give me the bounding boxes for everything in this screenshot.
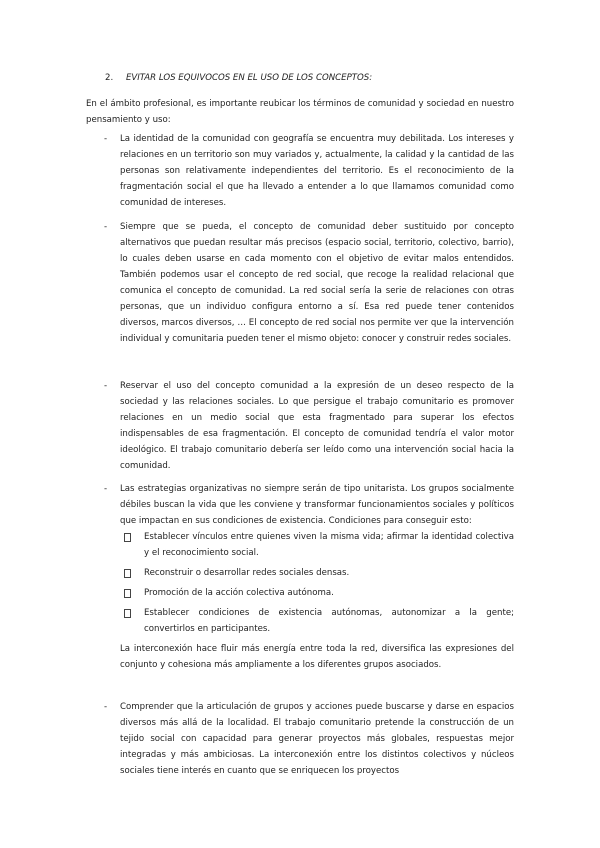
condition-item bbox=[138, 565, 514, 581]
bullet-dash: - bbox=[104, 134, 108, 144]
checkbox-glyph-icon bbox=[124, 569, 131, 578]
bullet-dash: - bbox=[104, 484, 108, 494]
condition-text: Establecer vínculos entre quienes viven la misma vida; afirmar la identidad colectiva y el reconocimiento social. bbox=[144, 532, 514, 558]
condition-item bbox=[138, 585, 514, 601]
condition-text: Promoción de la acción colectiva autónoma. bbox=[144, 588, 334, 598]
condition-text: Reconstruir o desarrollar redes sociales densas. bbox=[144, 568, 350, 578]
condition-item bbox=[138, 529, 514, 561]
bullet-item bbox=[86, 378, 514, 474]
bullet-text: Comprender que la articulación de grupos y acciones puede buscarse y darse en espacios diversos más allá de la localidad. El trabajo comunitario pretende la construcción de un tejido social con capacidad para generar proyectos más globales, respuestas mejor integradas y más ambiciosas. La interconexión entre los distintos colectivos y núcleos sociales tiene interés en cuanto que se enriquecen los proyectos bbox=[120, 702, 514, 776]
checkbox-glyph-icon bbox=[124, 609, 131, 618]
section-heading bbox=[105, 73, 372, 83]
condition-text: Establecer condiciones de existencia autónomas, autonomizar a la gente; convertirlos en participantes. bbox=[144, 608, 514, 634]
checkbox-glyph-icon bbox=[124, 589, 131, 598]
bullet-text: La identidad de la comunidad con geografía se encuentra muy debilitada. Los intereses y relaciones en un territorio son muy variados y, actualmente, la calidad y la cantidad de las personas son relativamente independientes del territorio. Es el reconocimiento de la fragmentación social el que ha llevado a entender a lo que llamamos comunidad como comunidad de intereses. bbox=[120, 134, 514, 208]
bullet-item bbox=[86, 699, 514, 779]
bullet-item bbox=[86, 481, 514, 673]
bullet-dash: - bbox=[104, 381, 108, 391]
bullet-text: Las estrategias organizativas no siempre serán de tipo unitarista. Los grupos socialmente débiles buscan la vida que les conviene y transformar funcionamientos sociales y políticos que impactan en sus condiciones de existencia. Condiciones para conseguir esto: bbox=[120, 484, 514, 526]
section-title: EVITAR LOS EQUIVOCOS EN EL USO DE LOS CONCEPTOS: bbox=[125, 73, 373, 83]
section-number: 2. bbox=[105, 73, 114, 83]
intro-paragraph: En el ámbito profesional, es importante reubicar los términos de comunidad y sociedad en nuestro pensamiento y uso: bbox=[86, 99, 514, 125]
bullet-dash: - bbox=[104, 702, 108, 712]
bullet-dash: - bbox=[104, 222, 108, 232]
checkbox-glyph-icon bbox=[124, 533, 131, 542]
bullet-item bbox=[86, 131, 514, 211]
interconnection-paragraph: La interconexión hace fluir más energía entre toda la red, diversifica las expresiones del conjunto y cohesiona más ampliamente a los diferentes grupos asociados. bbox=[120, 644, 514, 670]
bullet-text: Siempre que se pueda, el concepto de comunidad deber sustituido por concepto alternativos que puedan resultar más precisos (espacio social, territorio, colectivo, barrio), lo cuales deben usarse en cada momento con el objetivo de evitar malos entendidos. También podemos usar el concepto de red social, que recoge la realidad relacional que comunica el concepto de comunidad. La red social sería la serie de relaciones con otras personas, que un individuo configura entorno a sí. Esa red puede tener contenidos diversos, marcos diversos, … El concepto de red social nos permite ver que la intervención individual y comunitaria pueden tener el mismo objeto: conocer y construir redes sociales. bbox=[120, 222, 514, 344]
condition-item bbox=[138, 605, 514, 637]
bullet-text: Reservar el uso del concepto comunidad a la expresión de un deseo respecto de la sociedad y las relaciones sociales. Lo que persigue el trabajo comunitario es promover relaciones en un medio social que esta fragmentado para superar los efectos indispensables de esa fragmentación. El concepto de comunidad tendría el valor motor ideológico. El trabajo comunitario debería ser leído como una intervención social hacia la comunidad. bbox=[120, 381, 514, 471]
bullet-item bbox=[86, 219, 514, 347]
